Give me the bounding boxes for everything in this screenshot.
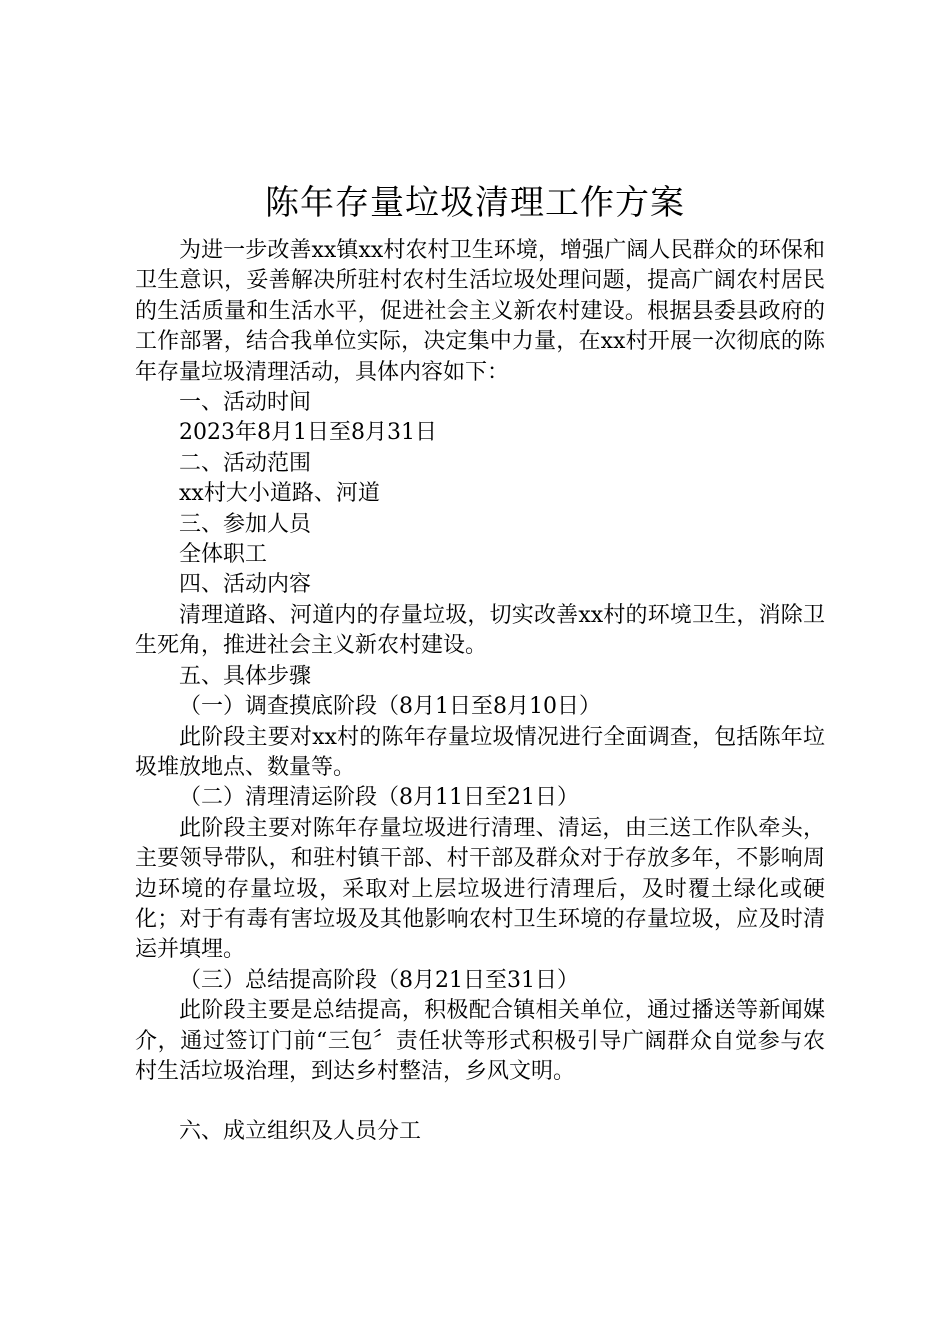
- participants-text: 全体职工: [179, 542, 268, 568]
- step-3-heading: （三）总结提高阶段（8月21日至31日）: [179, 967, 579, 993]
- step-1-heading: （一）调查摸底阶段（8月1日至8月10日）: [179, 694, 601, 720]
- step-2-text: 此阶段主要对陈年存量垃圾进行清理、清运，由三送工作队牵头，主要领导带队，和驻村镇干部、村干部及群众对于存放多年，不影响周边环境的存量垃圾，采取对上层垃圾进行清理后，及时覆土绿化或硬化；对于有毒有害垃圾及其他影响农村卫生环境的存量垃圾，应及时清运并填埋。: [135, 815, 825, 963]
- activity-scope-text: xx村大小道路、河道: [179, 481, 380, 507]
- intro-paragraph: 为进一步改善xx镇xx村农村卫生环境，增强广阔人民群众的环保和卫生意识，妥善解决所驻村农村生活垃圾处理问题，提高广阔农村居民的生活质量和生活水平，促进社会主义新农村建设。根据县委县政府的工作部署，结合我单位实际，决定集中力量，在xx村开展一次彻底的陈年存量垃圾清理活动，具体内容如下：: [135, 238, 825, 385]
- section-heading-organization: 六、成立组织及人员分工: [179, 1119, 422, 1145]
- section-heading-activity-scope: 二、活动范围: [179, 450, 312, 476]
- section-heading-activity-time: 一、活动时间: [179, 390, 312, 416]
- section-heading-steps: 五、具体步骤: [179, 663, 312, 689]
- section-heading-participants: 三、参加人员: [179, 511, 312, 537]
- activity-content-text: 清理道路、河道内的存量垃圾，切实改善xx村的环境卫生，消除卫生死角，推进社会主义新农村建设。: [135, 602, 825, 659]
- step-1-text: 此阶段主要对xx村的陈年存量垃圾情况进行全面调查，包括陈年垃圾堆放地点、数量等。: [135, 724, 825, 780]
- document-title: 陈年存量垃圾清理工作方案: [265, 183, 685, 223]
- step-3-text: 此阶段主要是总结提高，积极配合镇相关单位，通过播送等新闻媒介，通过签订门前“三包〞责任状等形式积极引导广阔群众自觉参与农村生活垃圾治理，到达乡村整洁，乡风文明。: [135, 998, 825, 1084]
- document-body: [135, 236, 825, 1148]
- activity-time-text: 2023年8月1日至8月31日: [179, 420, 437, 446]
- section-heading-activity-content: 四、活动内容: [179, 572, 312, 598]
- step-2-heading: （二）清理清运阶段（8月11日至21日）: [179, 785, 579, 811]
